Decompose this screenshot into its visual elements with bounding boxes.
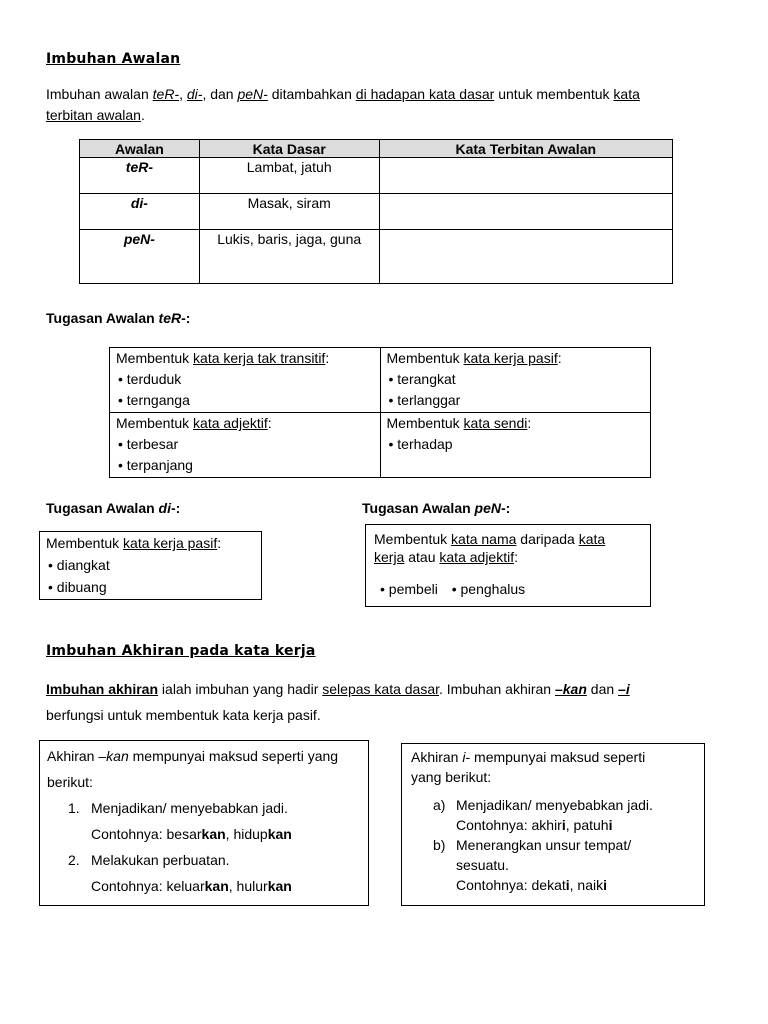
example-suffix: kan	[267, 826, 292, 842]
table-row	[80, 194, 673, 230]
table-row	[110, 348, 651, 413]
ter-cell-preposition	[380, 413, 651, 478]
box-term: kata nama	[451, 531, 517, 547]
example-line	[91, 873, 361, 899]
di-section-title	[46, 499, 180, 517]
intro-text: ditambahkan	[267, 86, 356, 102]
list-item	[47, 847, 361, 899]
intro-text: ,	[179, 86, 187, 102]
list-item	[411, 835, 695, 895]
intro-term: terbitan awalan	[46, 107, 141, 123]
example-base: dekat	[531, 877, 566, 893]
example-line	[456, 815, 695, 835]
list-marker: b)	[433, 837, 446, 853]
list-item: • penghalus	[451, 581, 526, 597]
box-text: :	[217, 535, 222, 551]
table-header: Kata Terbitan Awalan	[379, 140, 672, 158]
table-cell-prefix: peN-	[80, 230, 200, 284]
paragraph-term: Imbuhan akhiran	[46, 681, 159, 697]
title-prefix: teR	[158, 310, 182, 326]
list-item-text: diangkat	[56, 557, 110, 573]
table-row	[80, 158, 673, 194]
example-suffix: kan	[267, 878, 292, 894]
example-label: Contohnya:	[456, 817, 532, 833]
suffix-i: –i	[618, 681, 630, 697]
section-heading-awalan: Imbuhan Awalan	[46, 51, 181, 67]
list-item-text: terduduk	[126, 371, 182, 387]
box-text: atau	[404, 549, 440, 565]
cell-text: Membentuk	[116, 415, 194, 431]
table-cell-prefix: teR-	[80, 158, 200, 194]
example-label: Contohnya:	[91, 878, 167, 894]
list-item-text: terlanggar	[397, 392, 461, 408]
cell-text: Membentuk	[386, 415, 464, 431]
list-marker: 2.	[68, 852, 80, 868]
table-row	[110, 413, 651, 478]
title-text: Tugasan Awalan	[46, 500, 159, 516]
example-label: Contohnya:	[456, 877, 532, 893]
box-text: mempunyai maksud seperti yang	[128, 748, 339, 764]
table-row	[80, 230, 673, 284]
intro-paragraph	[46, 84, 746, 126]
cell-text: Membentuk	[386, 350, 464, 366]
example-base: keluar	[166, 878, 205, 894]
table-header: Kata Dasar	[199, 140, 379, 158]
intro-text: Imbuhan awalan	[46, 86, 153, 102]
di-box	[39, 531, 262, 600]
paragraph-text: berfungsi untuk membentuk kata kerja pasif.	[46, 707, 321, 723]
box-text: Akhiran	[411, 749, 463, 765]
list-item-text: penghalus	[460, 581, 526, 597]
list-marker: a)	[433, 797, 446, 813]
ter-section-title	[46, 309, 190, 327]
box-suffix: kan	[106, 748, 129, 764]
intro-term: kata	[613, 86, 640, 102]
table-cell-derived	[379, 194, 672, 230]
list-item-text: terhadap	[397, 436, 453, 452]
title-text: -:	[171, 500, 181, 516]
table-cell-derived	[379, 230, 672, 284]
title-prefix: peN	[474, 500, 501, 516]
list-item-text: dibuang	[56, 579, 107, 595]
list-item	[411, 795, 695, 835]
title-prefix: di	[158, 500, 171, 516]
ter-cell-passive	[380, 348, 651, 413]
example-sep: ,	[569, 877, 578, 893]
paragraph-text: dan	[586, 681, 619, 697]
example-base: naik	[577, 877, 604, 893]
box-text: yang berikut:	[411, 769, 492, 785]
example-line	[456, 875, 695, 895]
example-sep: ,	[565, 817, 574, 833]
box-suffix: i	[462, 749, 466, 765]
cell-text: :	[557, 350, 562, 366]
i-box	[401, 743, 705, 906]
cell-text: :	[325, 350, 330, 366]
section-heading-akhiran: Imbuhan Akhiran pada kata kerja	[46, 643, 316, 659]
intro-text: untuk membentuk	[494, 86, 614, 102]
list-item: • terlanggar	[388, 392, 461, 408]
pen-box	[365, 524, 651, 607]
cell-term: kata sendi	[463, 415, 528, 431]
list-item: • pembeli	[380, 581, 438, 597]
list-item-text: terbesar	[126, 436, 179, 452]
ter-cell-adjective	[110, 413, 381, 478]
cell-term: kata kerja pasif	[463, 350, 558, 366]
pen-section-title	[362, 499, 510, 517]
example-suffix: i	[565, 877, 570, 893]
example-suffix: kan	[204, 878, 229, 894]
list-item-text: terpanjang	[126, 457, 193, 473]
table-header-row	[80, 140, 673, 158]
list-item: • terpanjang	[118, 457, 193, 473]
cell-term: kata adjektif	[193, 415, 268, 431]
example-base: hulur	[236, 878, 268, 894]
box-text: daripada	[516, 531, 579, 547]
table-cell-derived	[379, 158, 672, 194]
ter-functions-table	[109, 347, 651, 478]
list-item-text: Melakukan perbuatan.	[91, 852, 230, 868]
list-item: • terhadap	[388, 436, 453, 452]
pen-list	[374, 580, 642, 598]
intro-text: , dan	[202, 86, 238, 102]
paragraph-location: selepas kata dasar	[322, 681, 440, 697]
paragraph-text: . Imbuhan akhiran	[439, 681, 555, 697]
example-suffix: i	[603, 877, 607, 893]
prefix-ter: teR-	[152, 86, 180, 102]
akhiran-paragraph	[46, 676, 746, 728]
table-cell-prefix: di-	[80, 194, 200, 230]
list-item: • terbesar	[118, 436, 179, 452]
example-sep: ,	[228, 878, 237, 894]
kan-box	[39, 740, 369, 906]
title-text: Tugasan Awalan	[362, 500, 475, 516]
box-term: kerja	[374, 549, 405, 565]
table-cell-base: Lambat, jatuh	[199, 158, 379, 194]
box-text: Membentuk	[374, 531, 452, 547]
box-term: kata kerja pasif	[123, 535, 218, 551]
box-text: - mempunyai maksud seperti	[465, 749, 646, 765]
list-item-text: pembeli	[388, 581, 438, 597]
cell-term: kata kerja tak transitif	[193, 350, 326, 366]
example-label: Contohnya:	[91, 826, 167, 842]
list-item-text: Menerangkan unsur tempat/	[456, 837, 632, 853]
list-item-text: Menjadikan/ menyebabkan jadi.	[91, 800, 288, 816]
table-cell-base: Masak, siram	[199, 194, 379, 230]
box-text: :	[514, 549, 518, 565]
list-item	[47, 795, 361, 847]
intro-text: .	[140, 107, 145, 123]
title-text: -:	[501, 500, 511, 516]
list-item: • terangkat	[388, 371, 456, 387]
list-marker: 1.	[68, 800, 80, 816]
example-suffix: kan	[201, 826, 226, 842]
example-base: patuh	[573, 817, 609, 833]
list-item-text: ternganga	[126, 392, 190, 408]
example-line	[91, 821, 361, 847]
table-header: Awalan	[80, 140, 200, 158]
list-item: • terduduk	[118, 371, 182, 387]
intro-location: di hadapan kata dasar	[355, 86, 495, 102]
list-item: • ternganga	[118, 392, 190, 408]
list-item: • diangkat	[48, 557, 110, 573]
box-term: kata adjektif	[439, 549, 515, 565]
box-term: kata	[578, 531, 606, 547]
example-suffix: i	[561, 817, 566, 833]
box-text: berikut:	[47, 774, 93, 790]
ter-cell-intransitive	[110, 348, 381, 413]
prefix-pen: peN-	[237, 86, 268, 102]
box-text: Akhiran –	[47, 748, 107, 764]
example-suffix: i	[608, 817, 613, 833]
list-item-text: Menjadikan/ menyebabkan jadi.	[456, 797, 653, 813]
suffix-kan: –kan	[554, 681, 587, 697]
table-cell-base: Lukis, baris, jaga, guna	[199, 230, 379, 284]
cell-text: Membentuk	[116, 350, 194, 366]
list-item-text: terangkat	[397, 371, 456, 387]
prefix-di: di-	[186, 86, 203, 102]
prefix-table	[79, 139, 673, 284]
example-base: besar	[166, 826, 202, 842]
title-text: Tugasan Awalan	[46, 310, 159, 326]
paragraph-text: ialah imbuhan yang hadir	[158, 681, 323, 697]
cell-text: :	[267, 415, 272, 431]
example-base: akhir	[531, 817, 562, 833]
list-item: • dibuang	[48, 579, 107, 595]
list-item-text: sesuatu.	[456, 857, 509, 873]
example-base: hidup	[233, 826, 268, 842]
example-sep: ,	[225, 826, 234, 842]
box-text: Membentuk	[46, 535, 124, 551]
title-text: -:	[181, 310, 191, 326]
cell-text: :	[527, 415, 532, 431]
